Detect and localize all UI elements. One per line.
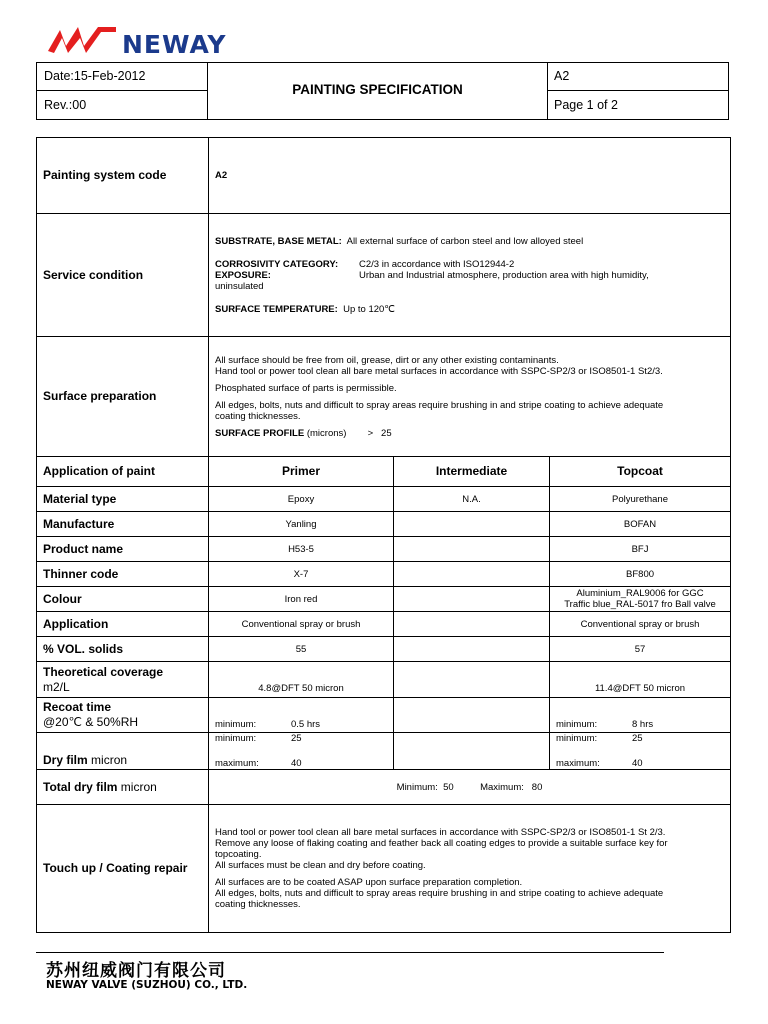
topcoat-cell — [550, 698, 731, 733]
topcoat-cell: BF800 — [550, 562, 731, 587]
intermediate-cell — [394, 562, 550, 587]
row-label: Total dry film — [43, 779, 118, 794]
row-label-unit: micron — [120, 779, 157, 794]
min-key: minimum: — [556, 733, 598, 744]
intermediate-cell — [394, 612, 550, 637]
page-number: Page 1 of 2 — [554, 98, 618, 112]
row-label: Theoretical coverage — [43, 664, 164, 679]
topcoat-colour-2: Traffic blue_RAL-5017 fro Ball valve — [564, 599, 716, 610]
document-code: A2 — [554, 69, 570, 83]
intermediate-cell — [394, 637, 550, 662]
row-system-code — [37, 138, 731, 214]
row-label: Application — [37, 612, 209, 637]
row-service-condition — [37, 214, 731, 337]
surface-preparation-details — [209, 337, 731, 457]
exposure-value-cont: uninsulated — [215, 280, 264, 292]
primer-cell: Epoxy — [209, 487, 394, 512]
row-label-block — [37, 662, 209, 698]
row-total-dry-film — [37, 770, 731, 805]
primer-cell: 55 — [209, 637, 394, 662]
temperature-key: SURFACE TEMPERATURE: — [215, 303, 338, 315]
row-application — [37, 612, 731, 637]
row-label: Material type — [37, 487, 209, 512]
row-touch-up — [37, 805, 731, 933]
row-label: Dry film — [43, 753, 88, 767]
prep-line: Hand tool or power tool clean all bare metal surfaces in accordance with SSPC-SP2/3 or ISO8501-1 St2/3. — [215, 365, 663, 377]
exposure-value: Urban and Industrial atmosphere, production area with high humidity, — [359, 269, 649, 281]
row-label: % VOL. solids — [37, 637, 209, 662]
row-product-name — [37, 537, 731, 562]
row-label-block — [37, 698, 209, 733]
prep-line: coating thicknesses. — [215, 410, 301, 422]
intermediate-header: Intermediate — [394, 457, 550, 487]
row-label-block — [37, 733, 209, 770]
primer-cell: 4.8@DFT 50 micron — [209, 662, 394, 698]
document-title: PAINTING SPECIFICATION — [292, 82, 463, 97]
exposure-key: EXPOSURE: — [215, 269, 271, 281]
touch-up-line: topcoating. — [215, 849, 262, 860]
intermediate-cell — [394, 698, 550, 733]
row-label: Recoat time — [43, 700, 112, 714]
min-key: minimum: — [556, 719, 598, 730]
row-label-unit: m2/L — [43, 679, 70, 694]
intermediate-cell — [394, 587, 550, 612]
document-date: Date:15-Feb-2012 — [44, 69, 146, 83]
intermediate-cell: N.A. — [394, 487, 550, 512]
brand-name: NEWAY — [122, 30, 227, 59]
topcoat-header: Topcoat — [550, 457, 731, 487]
primer-cell — [209, 698, 394, 733]
touch-up-line: All edges, bolts, nuts and difficult to spray areas require brushing in and stripe coating to achieve adequate — [215, 888, 664, 899]
system-code-value: A2 — [209, 138, 731, 214]
company-name-english: NEWAY VALVE (SUZHOU) CO., LTD. — [46, 979, 248, 991]
min-value: 25 — [632, 733, 643, 744]
touch-up-line: All surfaces must be clean and dry before coating. — [215, 860, 426, 871]
topcoat-cell: Conventional spray or brush — [550, 612, 731, 637]
footer-divider — [36, 952, 664, 953]
max-value: 40 — [632, 758, 643, 769]
topcoat-cell: 11.4@DFT 50 micron — [550, 662, 731, 698]
row-label-unit: micron — [91, 753, 128, 767]
touch-up-line: coating thicknesses. — [215, 899, 301, 910]
touch-up-details — [209, 805, 731, 933]
intermediate-cell — [394, 537, 550, 562]
prep-line: Phosphated surface of parts is permissible. — [215, 382, 397, 394]
topcoat-cell: BOFAN — [550, 512, 731, 537]
touch-up-line: All surfaces are to be coated ASAP upon surface preparation completion. — [215, 877, 523, 888]
prep-line: All surface should be free from oil, grease, dirt or any other existing contaminants. — [215, 354, 559, 366]
total-dry-film-value: Minimum: 50 Maximum: 80 — [209, 770, 731, 805]
company-name-chinese: 苏州纽威阀门有限公司 — [46, 961, 226, 981]
substrate-value: All external surface of carbon steel and low alloyed steel — [346, 235, 584, 247]
primer-header: Primer — [209, 457, 394, 487]
row-thinner-code — [37, 562, 731, 587]
profile-key: SURFACE PROFILE — [215, 427, 305, 439]
row-label: Product name — [37, 537, 209, 562]
document-header — [36, 62, 729, 120]
topcoat-cell — [550, 733, 731, 770]
touch-up-line: Hand tool or power tool clean all bare metal surfaces in accordance with SSPC-SP2/3 or ISO8501-1 St 2/3. — [215, 827, 666, 838]
row-label: Colour — [37, 587, 209, 612]
row-colour — [37, 587, 731, 612]
profile-unit: (microns) — [306, 427, 347, 439]
max-key: maximum: — [556, 758, 600, 769]
row-theoretical-coverage — [37, 662, 731, 698]
min-key: minimum: — [215, 733, 257, 744]
row-label-condition: @20℃ & 50%RH — [43, 715, 139, 729]
max-value: 40 — [291, 758, 302, 769]
row-application-header — [37, 457, 731, 487]
row-label: Service condition — [37, 214, 209, 337]
temperature-value: Up to 120℃ — [343, 303, 395, 315]
intermediate-cell — [394, 512, 550, 537]
row-label: Surface preparation — [37, 337, 209, 457]
primer-cell: H53-5 — [209, 537, 394, 562]
intermediate-cell — [394, 662, 550, 698]
row-label-block — [37, 770, 209, 805]
neway-logo-icon — [46, 24, 118, 54]
row-surface-preparation — [37, 337, 731, 457]
topcoat-cell: BFJ — [550, 537, 731, 562]
primer-cell: Conventional spray or brush — [209, 612, 394, 637]
row-label: Thinner code — [37, 562, 209, 587]
primer-cell: Yanling — [209, 512, 394, 537]
row-label: Painting system code — [37, 138, 209, 214]
row-vol-solids — [37, 637, 731, 662]
primer-cell: Iron red — [209, 587, 394, 612]
corrosivity-key: CORROSIVITY CATEGORY: — [215, 258, 339, 270]
document-revision: Rev.:00 — [44, 98, 87, 112]
min-key: minimum: — [215, 719, 257, 730]
row-label: Touch up / Coating repair — [37, 805, 209, 933]
row-manufacture — [37, 512, 731, 537]
row-recoat-time — [37, 698, 731, 733]
service-condition-details — [209, 214, 731, 337]
topcoat-cell: 57 — [550, 637, 731, 662]
corrosivity-value: C2/3 in accordance with ISO12944-2 — [359, 258, 515, 270]
touch-up-line: Remove any loose of flaking coating and feather back all coating edges to provide a suitable surface key for — [215, 838, 668, 849]
topcoat-cell: Polyurethane — [550, 487, 731, 512]
row-label: Application of paint — [37, 457, 209, 487]
max-key: maximum: — [215, 758, 259, 769]
row-label: Manufacture — [37, 512, 209, 537]
topcoat-colour-1: Aluminium_RAL9006 for GGC — [576, 588, 704, 599]
profile-value: 25 — [381, 427, 392, 439]
topcoat-cell — [550, 587, 731, 612]
min-value: 0.5 hrs — [291, 719, 321, 730]
primer-cell: X-7 — [209, 562, 394, 587]
prep-line: All edges, bolts, nuts and difficult to spray areas require brushing in and stripe coating to achieve adequate — [215, 399, 664, 411]
row-dry-film — [37, 733, 731, 770]
substrate-key: SUBSTRATE, BASE METAL: — [215, 235, 342, 247]
painting-spec-table — [36, 137, 731, 933]
primer-cell — [209, 733, 394, 770]
min-value: 25 — [291, 733, 302, 744]
profile-operator: > — [367, 427, 374, 439]
min-value: 8 hrs — [632, 719, 654, 730]
intermediate-cell — [394, 733, 550, 770]
row-material-type — [37, 487, 731, 512]
